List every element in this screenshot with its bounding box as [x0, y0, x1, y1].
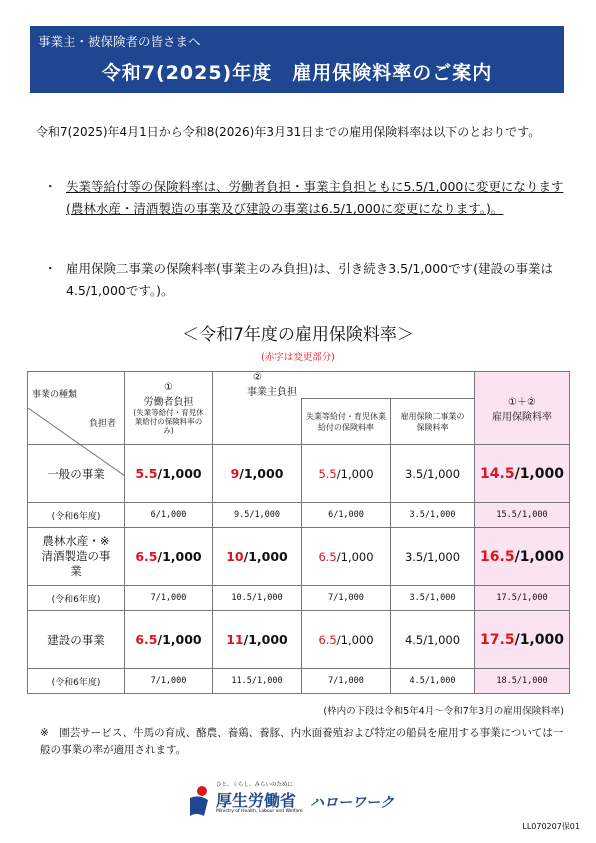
- prev-employer-two-projects: 4.5/1,000: [391, 669, 475, 694]
- table-row-previous: [28, 669, 570, 694]
- bullet-dot: ・: [44, 261, 57, 276]
- prev-worker: 7/1,000: [125, 586, 213, 611]
- cell-employer-benefit: 5.5/1,000: [302, 445, 391, 503]
- bullet-text: 失業等給付等の保険料率は、労働者負担・事業主負担ともに5.5/1,000に変更になります(農林水産・清酒製造の事業及び建設の事業は6.5/1,000に変更になります。)。: [66, 179, 564, 216]
- period-note: (枠内の下段は令和5年4月～令和7年3月の雇用保険料率): [323, 706, 564, 717]
- ministry-emblem-icon: [186, 784, 212, 818]
- table-row-previous: [28, 503, 570, 528]
- cell-total: 14.5/1,000: [475, 445, 570, 503]
- prev-employer: 10.5/1,000: [213, 586, 302, 611]
- col2-label: 事業主負担: [247, 387, 297, 398]
- bullet-text: 雇用保険二事業の保険料率(事業主のみ負担)は、引き続き3.5/1,000です(建設の事業は4.5/1,000です。)。: [66, 261, 554, 298]
- corner-top-label: 負担者: [88, 419, 116, 429]
- prev-employer: 9.5/1,000: [213, 503, 302, 528]
- prev-employer-benefit: 7/1,000: [302, 669, 391, 694]
- col1-sub: (失業等給付・育児休業給付の保険料率のみ): [133, 407, 204, 435]
- header-banner: [30, 26, 564, 93]
- ministry-name: 厚生労働省: [216, 791, 297, 810]
- prev-label: (令和6年度): [28, 503, 125, 528]
- corner-bottom-label: 事業の種類: [32, 390, 78, 400]
- cell-employer: 9/1,000: [213, 445, 302, 503]
- prev-total: 17.5/1,000: [475, 586, 570, 611]
- header-employer-two-projects: 雇用保険二事業の保険料率: [391, 399, 475, 445]
- table-row-previous: [28, 586, 570, 611]
- table-row: [28, 611, 570, 669]
- cell-worker: 6.5/1,000: [125, 528, 213, 586]
- cell-worker: 6.5/1,000: [125, 611, 213, 669]
- intro-text: 令和7(2025)年4月1日から令和8(2026)年3月31日までの雇用保険料率は以下のとおりです。: [36, 125, 541, 139]
- row-name: 農林水産・※清酒製造の事業: [28, 528, 125, 586]
- prev-label: (令和6年度): [28, 669, 125, 694]
- prev-total: 15.5/1,000: [475, 503, 570, 528]
- col3-label: 雇用保険料率: [492, 412, 553, 423]
- rate-table: [27, 371, 570, 694]
- prev-worker: 7/1,000: [125, 669, 213, 694]
- header-worker: [125, 372, 213, 445]
- cell-employer-benefit: 6.5/1,000: [302, 528, 391, 586]
- cell-employer-benefit: 6.5/1,000: [302, 611, 391, 669]
- prev-employer-two-projects: 3.5/1,000: [391, 503, 475, 528]
- page-title: 令和7(2025)年度 雇用保険料率のご案内: [101, 62, 493, 84]
- cell-worker: 5.5/1,000: [125, 445, 213, 503]
- cell-employer-two-projects: 3.5/1,000: [391, 528, 475, 586]
- ministry-tagline: ひと、くらし、みらいのために: [216, 782, 294, 788]
- table-note: (赤字は変更部分): [261, 352, 335, 363]
- header-employer: [213, 372, 475, 399]
- footnote: ※ 園芸サービス、牛馬の育成、酪農、養鶏、養豚、内水面養殖および特定の船員を雇用する事業については一般の事業の率が適用されます。: [40, 727, 564, 756]
- ministry-logo: [186, 780, 416, 820]
- table-title: ＜令和7年度の雇用保険料率＞: [182, 325, 414, 345]
- header-subtitle: 事業主・被保険者の皆さまへ: [38, 34, 201, 49]
- prev-label: (令和6年度): [28, 586, 125, 611]
- cell-employer-two-projects: 3.5/1,000: [391, 445, 475, 503]
- prev-worker: 6/1,000: [125, 503, 213, 528]
- row-name: 建設の事業: [28, 611, 125, 669]
- cell-employer: 11/1,000: [213, 611, 302, 669]
- col3-num: ①＋②: [508, 397, 536, 408]
- cell-employer-two-projects: 4.5/1,000: [391, 611, 475, 669]
- prev-employer: 11.5/1,000: [213, 669, 302, 694]
- col2-num: ②: [253, 372, 262, 383]
- corner-header: [28, 372, 125, 445]
- header-spacer: [213, 399, 302, 445]
- prev-employer-benefit: 6/1,000: [302, 503, 391, 528]
- cell-total: 16.5/1,000: [475, 528, 570, 586]
- header-total: [475, 372, 570, 445]
- prev-employer-benefit: 7/1,000: [302, 586, 391, 611]
- document-code: LL070207保01: [522, 822, 580, 831]
- prev-employer-two-projects: 3.5/1,000: [391, 586, 475, 611]
- prev-total: 18.5/1,000: [475, 669, 570, 694]
- hellowork-name: ハローワーク: [310, 795, 394, 811]
- cell-employer: 10/1,000: [213, 528, 302, 586]
- cell-total: 17.5/1,000: [475, 611, 570, 669]
- ministry-name-en: Ministry of Health, Labour and Welfare: [216, 809, 303, 814]
- header-employer-benefit: 失業等給付・育児休業給付の保険料率: [302, 399, 391, 445]
- col1-num: ①: [164, 381, 173, 393]
- row-name: 一般の事業: [28, 445, 125, 503]
- col1-label: 労働者負担: [143, 396, 194, 408]
- bullet-dot: ・: [44, 179, 57, 194]
- table-row: [28, 528, 570, 586]
